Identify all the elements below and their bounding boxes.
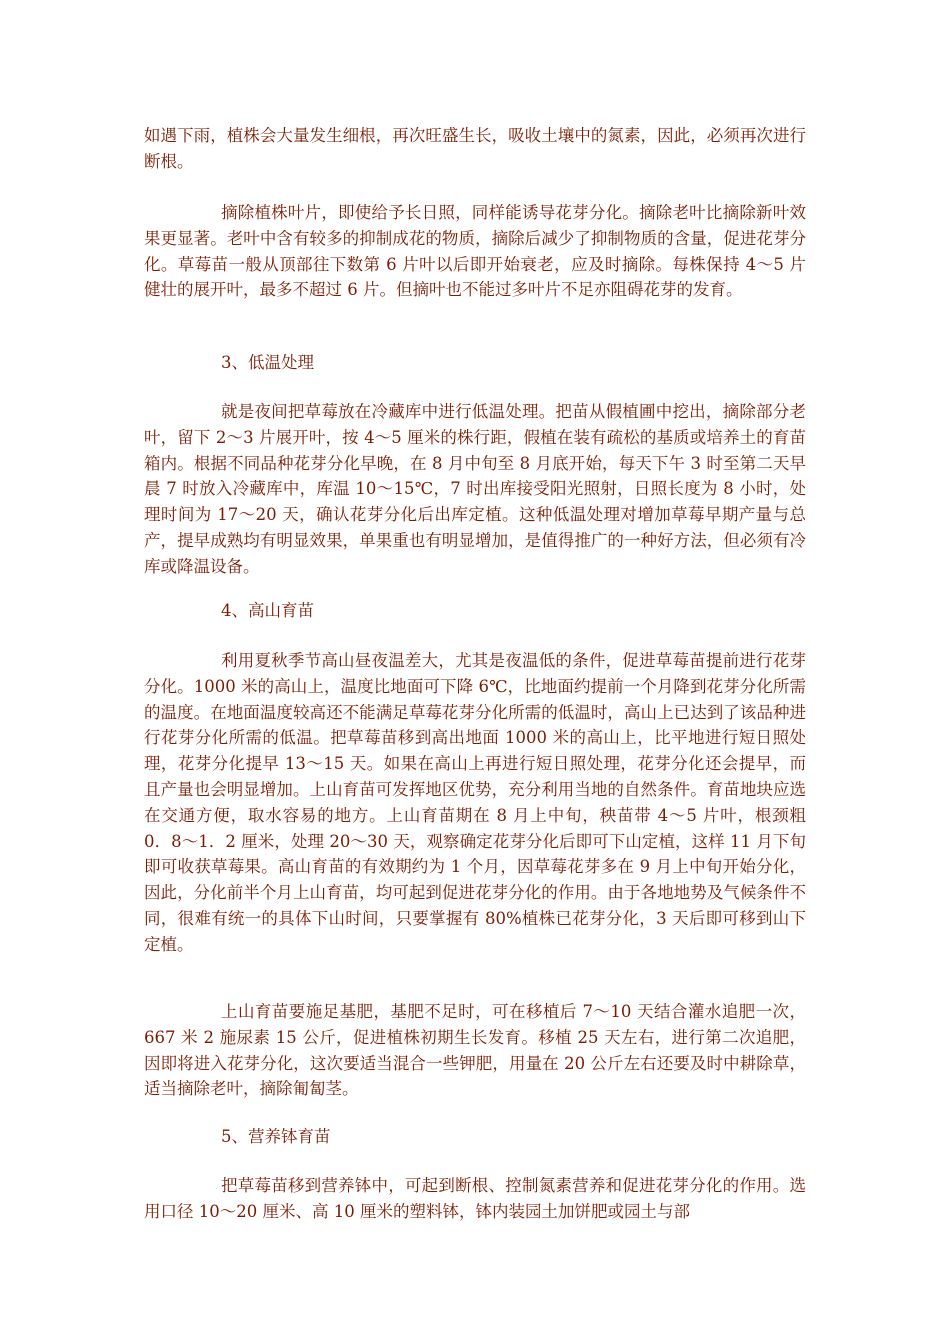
paragraph-leaf-removal: 摘除植株叶片，即使给予长日照，同样能诱导花芽分化。摘除老叶比摘除新叶效果更显著。老叶中含有较多的抑制成花的物质，摘除后减少了抑制物质的含量，促进花芽分化。草莓苗一般从顶部往下数第 6 片叶以后即开始衰老，应及时摘除。每株保持 4～5 片健壮的展开叶，最多不超过 6 片。但摘叶也不能过多叶片不足亦阻碍花芽的发育。	[144, 203, 806, 300]
section-heading-low-temperature: 3、低温处理	[221, 353, 314, 372]
paragraph-root-pruning-rain: 如遇下雨，植株会大量发生细根，再次旺盛生长，吸收土壤中的氮素，因此，必须再次进行断根。	[144, 126, 806, 171]
paragraph-low-temperature: 就是夜间把草莓放在冷藏库中进行低温处理。把苗从假植圃中挖出，摘除部分老叶，留下 2～3 片展开叶，按 4～5 厘米的株行距，假植在装有疏松的基质或培养土的育苗箱内。根据不同品种花芽分化早晚，在 8 月中旬至 8 月底开始，每天下午 3 时至第二天早晨 7 时放入冷藏库中，库温 10～15℃，7 时出库接受阳光照射，日照长度为 8 小时，处理时间为 17～20 天，确认花芽分化后出库定植。这种低温处理对增加草莓早期产量与总产，提早成熟均有明显效果，单果重也有明显增加，是值得推广的一种好方法，但必须有冷库或降温设备。	[144, 402, 806, 576]
section-heading-mountain-nursery: 4、高山育苗	[221, 601, 314, 620]
section-heading-nutrition-pot: 5、营养钵育苗	[221, 1127, 331, 1146]
paragraph-mountain-nursery: 利用夏秋季节高山昼夜温差大，尤其是夜温低的条件，促进草莓苗提前进行花芽分化。1000 米的高山上，温度比地面可下降 6℃，比地面约提前一个月降到花芽分化所需的温度。在地面温度较高还不能满足草莓花芽分化所需的低温时，高山上已达到了该品种进行花芽分化所需的低温。把草莓苗移到高出地面 1000 米的高山上，比平地进行短日照处理，花芽分化提早 13～15 天。如果在高山上再进行短日照处理，花芽分化还会提早，而且产量也会明显增加。上山育苗可发挥地区优势，充分利用当地的自然条件。育苗地块应选在交通方便，取水容易的地方。上山育苗期在 8 月上中旬，秧苗带 4～5 片叶，根颈粗 0．8～1．2 厘米，处理 20～30 天，观察确定花芽分化后即可下山定植，这样 11 月下旬即可收获草莓果。高山育苗的有效期约为 1 个月，因草莓花芽多在 9 月上中旬开始分化，因此，分化前半个月上山育苗，均可起到促进花芽分化的作用。由于各地地势及气候条件不同，很难有统一的具体下山时间，只要掌握有 80%植株已花芽分化，3 天后即可移到山下定植。	[144, 651, 806, 954]
paragraph-nutrition-pot: 把草莓苗移到营养钵中，可起到断根、控制氮素营养和促进花芽分化的作用。选用口径 10～20 厘米、高 10 厘米的塑料钵，钵内装园土加饼肥或园土与部	[144, 1176, 806, 1221]
paragraph-fertilization: 上山育苗要施足基肥，基肥不足时，可在移植后 7～10 天结合灌水追肥一次，667 米 2 施尿素 15 公斤，促进植株初期生长发育。移植 25 天左右，进行第二次追肥，因即将进入花芽分化，这次要适当混合一些钾肥，用量在 20 公斤左右还要及时中耕除草，适当摘除老叶，摘除匍匐茎。	[144, 1002, 806, 1099]
